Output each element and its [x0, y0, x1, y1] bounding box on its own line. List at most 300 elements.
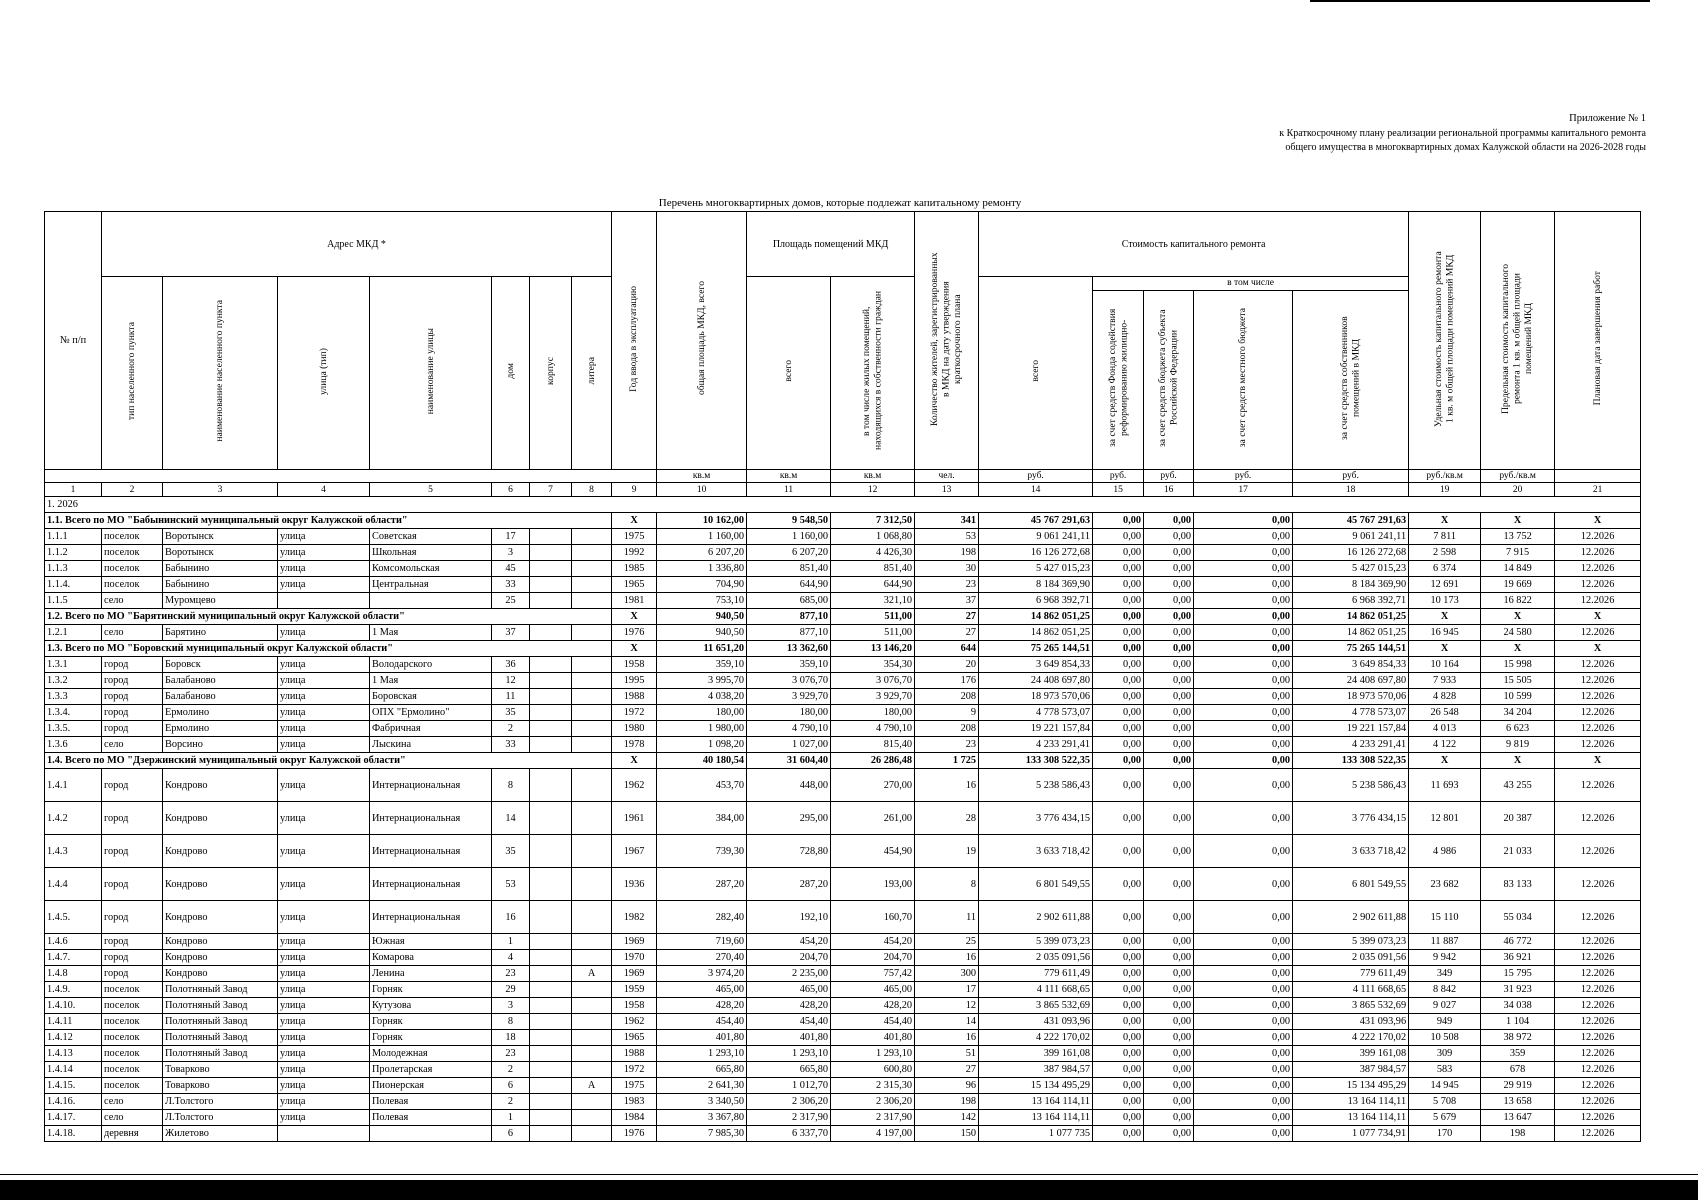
table-row	[45, 561, 1641, 577]
table-cell	[530, 1126, 572, 1142]
table-cell: Л.Толстого	[163, 1110, 278, 1126]
table-cell: 0,00	[1194, 1126, 1293, 1142]
table-cell: 0,00	[1093, 593, 1144, 609]
table-cell: 1 160,00	[657, 529, 747, 545]
table-cell: 1.4.1	[45, 769, 102, 802]
table-cell: 18 973 570,06	[1293, 689, 1409, 705]
table-cell	[530, 577, 572, 593]
table-cell: 4 233 291,41	[1293, 737, 1409, 753]
table-cell: 1.4.14	[45, 1062, 102, 1078]
table-row	[45, 1126, 1641, 1142]
table-cell: 2 902 611,88	[979, 901, 1093, 934]
table-cell: 387 984,57	[1293, 1062, 1409, 1078]
table-cell: Горняк	[370, 1030, 492, 1046]
table-cell: 349	[1409, 966, 1481, 982]
group-total-cell: X	[1409, 513, 1481, 529]
table-cell: 37	[915, 593, 979, 609]
group-total-cell: X	[1409, 641, 1481, 657]
table-cell: 287,20	[657, 868, 747, 901]
column-number: 11	[747, 483, 831, 497]
table-cell: 0,00	[1093, 868, 1144, 901]
table-cell: село	[102, 737, 163, 753]
table-cell: Полотняный Завод	[163, 1014, 278, 1030]
table-cell: 12.2026	[1555, 705, 1641, 721]
table-cell: 24 408 697,80	[1293, 673, 1409, 689]
table-cell: 4 222 170,02	[1293, 1030, 1409, 1046]
table-cell: 13 164 114,11	[1293, 1110, 1409, 1126]
table-cell	[530, 1094, 572, 1110]
group-total-cell: 0,00	[1194, 609, 1293, 625]
table-cell: поселок	[102, 561, 163, 577]
column-number: 21	[1555, 483, 1641, 497]
year-row	[45, 497, 1641, 513]
table-cell: 0,00	[1144, 737, 1194, 753]
table-body	[45, 497, 1641, 1142]
table-cell: 4 197,00	[831, 1126, 915, 1142]
table-cell: 3 974,20	[657, 966, 747, 982]
units-blank	[1555, 470, 1641, 483]
table-cell: 12.2026	[1555, 1078, 1641, 1094]
table-cell: 0,00	[1194, 737, 1293, 753]
table-cell: 428,20	[657, 998, 747, 1014]
table-cell: 0,00	[1194, 1030, 1293, 1046]
table-cell: 12.2026	[1555, 673, 1641, 689]
column-number: 19	[1409, 483, 1481, 497]
table-cell: 0,00	[1093, 737, 1144, 753]
header-street-type: улица (тип)	[278, 277, 370, 470]
table-cell: 454,90	[831, 835, 915, 868]
table-cell: 0,00	[1194, 769, 1293, 802]
table-cell: 3 633 718,42	[979, 835, 1093, 868]
table-cell: 1992	[612, 545, 657, 561]
table-cell: 160,70	[831, 901, 915, 934]
column-number: 1	[45, 483, 102, 497]
table-cell: 10 173	[1409, 593, 1481, 609]
table-cell: 12.2026	[1555, 966, 1641, 982]
table-cell: улица	[278, 1046, 370, 1062]
table-cell: 0,00	[1093, 577, 1144, 593]
table-cell	[572, 950, 612, 966]
table-cell: 454,40	[831, 1014, 915, 1030]
table-cell: Советская	[370, 529, 492, 545]
group-label: 1.1. Всего по МО "Бабынинский муниципальный округ Калужской области"	[45, 513, 612, 529]
table-cell: 15 505	[1481, 673, 1555, 689]
header-planned-date: Плановая дата завершения работ	[1555, 212, 1641, 470]
table-cell: Балабаново	[163, 673, 278, 689]
group-total-cell: 0,00	[1093, 513, 1144, 529]
table-cell: 0,00	[1144, 721, 1194, 737]
table-cell: Балабаново	[163, 689, 278, 705]
table-cell: 1980	[612, 721, 657, 737]
table-cell: 198	[915, 545, 979, 561]
header-year: Год ввода в эксплуатацию	[612, 212, 657, 470]
table-cell: 3 776 434,15	[979, 802, 1093, 835]
appendix-ref-line: к Краткосрочному плану реализации региональной программы капитального ремонта	[1279, 127, 1646, 139]
table-cell: 0,00	[1093, 835, 1144, 868]
table-cell: 359	[1481, 1046, 1555, 1062]
table-cell: улица	[278, 1078, 370, 1094]
table-cell	[530, 934, 572, 950]
table-cell: 2 598	[1409, 545, 1481, 561]
table-cell: 1 293,10	[657, 1046, 747, 1062]
table-cell: улица	[278, 1030, 370, 1046]
table-cell: 6 207,20	[657, 545, 747, 561]
table-cell: 359,10	[747, 657, 831, 673]
table-cell: 851,40	[831, 561, 915, 577]
table-cell: 26 548	[1409, 705, 1481, 721]
table-row	[45, 998, 1641, 1014]
table-cell: село	[102, 1110, 163, 1126]
table-cell: 192,10	[747, 901, 831, 934]
table-cell: 0,00	[1093, 657, 1144, 673]
table-cell: 1988	[612, 689, 657, 705]
table-cell: 1961	[612, 802, 657, 835]
table-cell: Полевая	[370, 1110, 492, 1126]
table-cell	[572, 561, 612, 577]
table-cell: 180,00	[831, 705, 915, 721]
table-cell: 0,00	[1144, 835, 1194, 868]
table-cell: Интернациональная	[370, 769, 492, 802]
table-cell: 1995	[612, 673, 657, 689]
table-cell: улица	[278, 1062, 370, 1078]
table-cell: 170	[1409, 1126, 1481, 1142]
group-label: 1.3. Всего по МО "Боровский муниципальный округ Калужской области"	[45, 641, 612, 657]
table-cell	[572, 901, 612, 934]
column-number: 3	[163, 483, 278, 497]
table-cell: 0,00	[1144, 966, 1194, 982]
table-cell: Муромцево	[163, 593, 278, 609]
column-number: 2	[102, 483, 163, 497]
table-cell: поселок	[102, 1046, 163, 1062]
table-cell: 779 611,49	[1293, 966, 1409, 982]
table-cell: 6 337,70	[747, 1126, 831, 1142]
table-cell: 454,20	[831, 934, 915, 950]
column-number: 5	[370, 483, 492, 497]
table-cell: 10 599	[1481, 689, 1555, 705]
table-cell: 0,00	[1093, 1126, 1144, 1142]
table-cell: 1.4.9.	[45, 982, 102, 998]
table-cell: 20 387	[1481, 802, 1555, 835]
table-cell: 3	[492, 998, 530, 1014]
table-cell: поселок	[102, 1078, 163, 1094]
table-cell: 1962	[612, 769, 657, 802]
table-cell: 644,90	[831, 577, 915, 593]
table-cell: 1.4.6	[45, 934, 102, 950]
table-cell: 4 222 170,02	[979, 1030, 1093, 1046]
table-cell: 55 034	[1481, 901, 1555, 934]
table-cell: 0,00	[1144, 561, 1194, 577]
group-total-cell: 0,00	[1144, 641, 1194, 657]
table-cell: 1.2.1	[45, 625, 102, 641]
table-cell: город	[102, 966, 163, 982]
table-cell	[572, 689, 612, 705]
table-cell	[572, 1062, 612, 1078]
table-cell: улица	[278, 901, 370, 934]
table-cell: улица	[278, 950, 370, 966]
table-row	[45, 769, 1641, 802]
table-cell: 270,00	[831, 769, 915, 802]
header-house: дом	[492, 277, 530, 470]
table-cell: 877,10	[747, 625, 831, 641]
table-cell: 12.2026	[1555, 689, 1641, 705]
table-cell	[572, 705, 612, 721]
group-total-cell: X	[612, 513, 657, 529]
table-cell: 24 408 697,80	[979, 673, 1093, 689]
table-cell: 0,00	[1093, 1030, 1144, 1046]
table-cell: улица	[278, 998, 370, 1014]
table-cell: 779 611,49	[979, 966, 1093, 982]
table-cell: 4 013	[1409, 721, 1481, 737]
table-cell: 4 790,10	[831, 721, 915, 737]
table-cell	[530, 529, 572, 545]
table-cell: 0,00	[1144, 934, 1194, 950]
table-cell: Товарково	[163, 1062, 278, 1078]
table-cell: поселок	[102, 545, 163, 561]
table-cell: 0,00	[1194, 1094, 1293, 1110]
table-cell: 1958	[612, 998, 657, 1014]
group-total-row	[45, 609, 1641, 625]
table-cell: 1972	[612, 705, 657, 721]
table-cell: 0,00	[1144, 1126, 1194, 1142]
table-row	[45, 593, 1641, 609]
table-cell: 6 801 549,55	[1293, 868, 1409, 901]
table-cell	[572, 868, 612, 901]
table-cell: 15 134 495,29	[979, 1078, 1093, 1094]
group-total-cell: 26 286,48	[831, 753, 915, 769]
table-cell: 1 336,80	[657, 561, 747, 577]
table-cell: Комарова	[370, 950, 492, 966]
table-row	[45, 721, 1641, 737]
table-cell: 1 980,00	[657, 721, 747, 737]
table-cell	[530, 1030, 572, 1046]
table-cell: улица	[278, 721, 370, 737]
group-total-cell: X	[1555, 609, 1641, 625]
table-cell: 13 164 114,11	[979, 1094, 1093, 1110]
table-cell: Южная	[370, 934, 492, 950]
table-cell: улица	[278, 769, 370, 802]
table-cell: 3 367,80	[657, 1110, 747, 1126]
table-cell: село	[102, 625, 163, 641]
table-cell: 678	[1481, 1062, 1555, 1078]
group-total-cell: 31 604,40	[747, 753, 831, 769]
table-cell: 34 204	[1481, 705, 1555, 721]
table-cell	[530, 593, 572, 609]
group-total-cell: X	[1555, 641, 1641, 657]
table-cell: 0,00	[1144, 982, 1194, 998]
table-cell: 12.2026	[1555, 769, 1641, 802]
group-total-cell: 9 548,50	[747, 513, 831, 529]
table-cell: 13 647	[1481, 1110, 1555, 1126]
table-cell: 3 649 854,33	[1293, 657, 1409, 673]
table-cell: город	[102, 721, 163, 737]
table-cell: 0,00	[1093, 802, 1144, 835]
header-npp: № п/п	[45, 212, 102, 470]
table-cell: 3 865 532,69	[979, 998, 1093, 1014]
buildings-table-wrapper	[44, 211, 1640, 1142]
table-cell: 1.1.4.	[45, 577, 102, 593]
table-cell: Интернациональная	[370, 868, 492, 901]
scan-bottom-bar	[0, 1180, 1698, 1200]
table-cell: 17	[492, 529, 530, 545]
table-cell: 384,00	[657, 802, 747, 835]
table-cell: город	[102, 802, 163, 835]
table-cell: улица	[278, 625, 370, 641]
table-row	[45, 545, 1641, 561]
table-cell: Воротынск	[163, 545, 278, 561]
table-cell: 16	[915, 950, 979, 966]
table-cell: 204,70	[747, 950, 831, 966]
header-settlement-type: тип населенного пункта	[102, 277, 163, 470]
table-cell: 704,90	[657, 577, 747, 593]
table-cell: 7 915	[1481, 545, 1555, 561]
table-cell	[530, 966, 572, 982]
table-cell: 12.2026	[1555, 802, 1641, 835]
table-cell: 0,00	[1093, 901, 1144, 934]
table-cell: 4 426,30	[831, 545, 915, 561]
table-cell: 9 942	[1409, 950, 1481, 966]
table-cell: 12.2026	[1555, 934, 1641, 950]
table-cell: 12.2026	[1555, 835, 1641, 868]
unit-cell: кв.м	[747, 470, 831, 483]
table-cell: 0,00	[1093, 998, 1144, 1014]
table-cell: 12.2026	[1555, 561, 1641, 577]
header-letter: литера	[572, 277, 612, 470]
table-cell: 685,00	[747, 593, 831, 609]
table-cell	[572, 625, 612, 641]
table-cell: 5 427 015,23	[1293, 561, 1409, 577]
header-unit-cost: Удельная стоимость капитального ремонта 1 кв. м общей площади помещений МКД	[1409, 212, 1481, 470]
table-cell: Центральная	[370, 577, 492, 593]
table-cell: 19	[915, 835, 979, 868]
table-cell: 4 828	[1409, 689, 1481, 705]
group-total-cell: 7 312,50	[831, 513, 915, 529]
table-cell: 1975	[612, 529, 657, 545]
table-cell: 10 508	[1409, 1030, 1481, 1046]
table-cell: 300	[915, 966, 979, 982]
group-total-cell: 0,00	[1144, 609, 1194, 625]
table-cell	[530, 545, 572, 561]
header-building: корпус	[530, 277, 572, 470]
table-cell: улица	[278, 802, 370, 835]
table-cell: 0,00	[1144, 769, 1194, 802]
table-cell: 949	[1409, 1014, 1481, 1030]
unit-cell: руб.	[1194, 470, 1293, 483]
table-cell: Товарково	[163, 1078, 278, 1094]
table-cell: 0,00	[1144, 657, 1194, 673]
table-cell: Кондрово	[163, 901, 278, 934]
table-cell: 15 134 495,29	[1293, 1078, 1409, 1094]
table-cell: 13 164 114,11	[1293, 1094, 1409, 1110]
table-cell	[530, 689, 572, 705]
table-cell: 12.2026	[1555, 1046, 1641, 1062]
table-cell: 142	[915, 1110, 979, 1126]
group-total-cell: 27	[915, 609, 979, 625]
table-cell	[572, 1046, 612, 1062]
table-cell: город	[102, 689, 163, 705]
table-cell: 12 691	[1409, 577, 1481, 593]
table-cell: 0,00	[1093, 1110, 1144, 1126]
table-cell: 0,00	[1144, 705, 1194, 721]
units-row	[45, 470, 1641, 483]
table-cell: 51	[915, 1046, 979, 1062]
table-cell: 0,00	[1144, 1110, 1194, 1126]
table-cell: 11 693	[1409, 769, 1481, 802]
table-cell: 5 399 073,23	[979, 934, 1093, 950]
table-cell: 0,00	[1144, 1078, 1194, 1094]
table-cell: Бабынино	[163, 561, 278, 577]
group-total-cell: 75 265 144,51	[979, 641, 1093, 657]
table-cell: 16 822	[1481, 593, 1555, 609]
table-cell: 5 399 073,23	[1293, 934, 1409, 950]
table-cell: 1988	[612, 1046, 657, 1062]
table-cell: 1.3.2	[45, 673, 102, 689]
table-cell: 8 184 369,90	[1293, 577, 1409, 593]
table-cell: 1972	[612, 1062, 657, 1078]
table-cell: деревня	[102, 1126, 163, 1142]
table-cell: 12	[915, 998, 979, 1014]
table-cell: 0,00	[1093, 721, 1144, 737]
table-cell: 18 973 570,06	[979, 689, 1093, 705]
table-cell: 0,00	[1144, 1030, 1194, 1046]
table-cell: 4 778 573,07	[1293, 705, 1409, 721]
table-cell: 12.2026	[1555, 982, 1641, 998]
table-cell: 6	[492, 1126, 530, 1142]
group-total-cell: 13 146,20	[831, 641, 915, 657]
table-cell: 34 038	[1481, 998, 1555, 1014]
table-cell: Полевая	[370, 1094, 492, 1110]
table-cell: 0,00	[1194, 705, 1293, 721]
table-cell: 0,00	[1194, 1014, 1293, 1030]
table-cell: 19 221 157,84	[1293, 721, 1409, 737]
table-cell: улица	[278, 689, 370, 705]
group-total-cell: 40 180,54	[657, 753, 747, 769]
table-cell: 1.4.7.	[45, 950, 102, 966]
unit-cell: кв.м	[657, 470, 747, 483]
table-cell: Кондрово	[163, 835, 278, 868]
table-cell: 14 862 051,25	[1293, 625, 1409, 641]
table-cell: 0,00	[1093, 1046, 1144, 1062]
table-cell: 2 902 611,88	[1293, 901, 1409, 934]
table-cell: поселок	[102, 1030, 163, 1046]
column-number: 9	[612, 483, 657, 497]
table-cell: 13 752	[1481, 529, 1555, 545]
table-cell: ОПХ "Ермолино"	[370, 705, 492, 721]
group-total-cell: 0,00	[1194, 513, 1293, 529]
table-cell: город	[102, 835, 163, 868]
table-row	[45, 625, 1641, 641]
table-cell: 180,00	[747, 705, 831, 721]
table-cell: улица	[278, 982, 370, 998]
table-cell: 8	[492, 769, 530, 802]
table-cell: 940,50	[657, 625, 747, 641]
table-cell: 0,00	[1194, 868, 1293, 901]
table-row	[45, 1078, 1641, 1094]
table-cell: Бабынино	[163, 577, 278, 593]
table-cell: 4 111 668,65	[1293, 982, 1409, 998]
table-cell: 1965	[612, 577, 657, 593]
group-total-cell: 45 767 291,63	[1293, 513, 1409, 529]
table-cell: Полотняный Завод	[163, 1046, 278, 1062]
table-cell	[530, 901, 572, 934]
table-row	[45, 529, 1641, 545]
table-cell: 465,00	[747, 982, 831, 998]
table-cell: 644,90	[747, 577, 831, 593]
year-label: 1. 2026	[45, 497, 1641, 513]
table-cell: 12	[492, 673, 530, 689]
table-cell: 0,00	[1194, 625, 1293, 641]
table-cell: 0,00	[1093, 529, 1144, 545]
table-cell: 10 164	[1409, 657, 1481, 673]
